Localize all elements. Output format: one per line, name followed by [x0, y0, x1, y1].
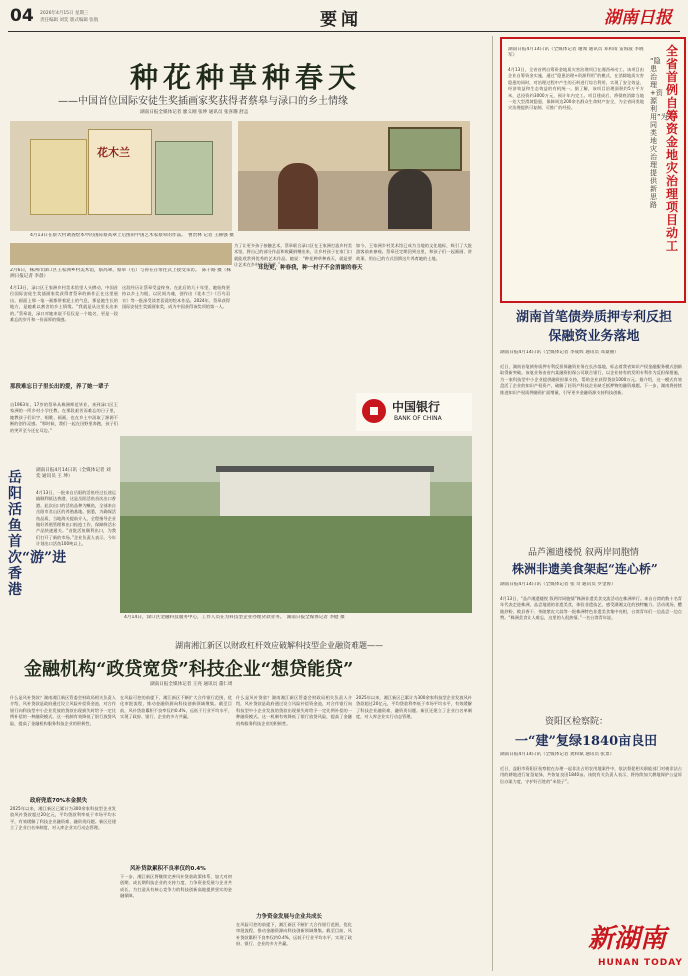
- book-center: [88, 129, 152, 215]
- article1-sub1: 那段难忘日子里长出的爱，养了她一辈子: [10, 384, 110, 390]
- article1-col1: 4月13日，渌口区王家洲乡村美术馆里人头攒动，中国首位国际安徒生奖插画家奖获得者蔡皋的新作正在这里展出。画面上那一笔一画都带着泥土的气息，那是她生长的地方，是她难以割舍的乡土情缘。“我就是从这里长出来的。”蔡皋说，渌口对她来说不仅仅是一个地名，更是一段难忘的岁月和一份深厚的情感。: [10, 285, 118, 323]
- fields: [120, 516, 472, 613]
- article2-col1: 什么是风补贷款？湖南湘江新区管委会财政局相关负责人介绍，风补贷款是政府通过设立风险补偿资金池，对合作银行向科技型中小企业发放的贷款出现损失时给予一定比例补偿的一种融资模式。这一机制有效降低了银行放贷风险，提高了金融机构服务科技企业的积极性。: [10, 695, 116, 726]
- boc-logo-icon: [362, 399, 386, 423]
- person-right: [388, 169, 432, 229]
- page-number: 04: [10, 6, 34, 26]
- article1-byline: 湖南日报全媒体记者 廖义刚 张坤 通讯员 张喜珊 舒孟: [140, 110, 249, 115]
- story2-body: 近日，湖南首笔债券质押专利反担保融资业务在长沙落地，标志着我省知识产权金融服务模式创新取得新突破。该笔业务由省内某融资担保公司联合银行，以企业持有的发明专利作为反担保措施，为一家科技型中小企业提供融资担保支持，帮助企业获得贷款1000万元。据介绍，这一模式有效盘活了企业的知识产权资产，破解了轻资产科技企业缺乏抵押物的融资难题。下一步，湖南将持续推进知识产权质押融资扩面增量，引导更多金融资源支持科技创新。: [500, 364, 682, 395]
- boc-name-cn: 中国银行: [392, 400, 441, 414]
- book-title: 花木兰: [97, 146, 130, 159]
- article2-kicker: 湖南湘江新区以财政杠杆效应破解科技型企业融资难题——: [175, 641, 383, 650]
- article2-col1b: 2025年以来，湘江新区已累计为300余家科技型企业发放风补贷款超过20亿元，平均贷款利率低于市场平均水平，有效缓解了科技企业融资难、融资贵问题。新区还建立了企业白名单制度，对入库企业实行动态管理。: [10, 806, 116, 831]
- lead-box-body: 4月13日，全省首例自筹资金地质灾害治理项目在湘西州动工。该项目由企业自筹资金实施，通过“隐患治理+资源利用”的模式，在消除地质灾害隐患的同时，对治理过程中产生的石料进行综合利用，实现了安全效益、经济效益和生态效益的有机统一。据了解，该项目治理面积约5万平方米，总投资约3000万元，预计年内完工。项目建成后，将彻底消除当地一处大型滑坡隐患，保障周边200余名群众生命财产安全，为全省同类地灾治理提供可复制、可推广的经验。: [508, 67, 644, 111]
- side-story-byline: 湖南日报4月14日讯（全媒体记者 刘 奕 通讯员 王 坤）: [36, 468, 111, 480]
- newspaper-logo: 湖南日报: [604, 8, 672, 28]
- lead-box-title: 全省首例自筹资金地灾治理项目动工: [666, 44, 679, 253]
- photo-picture-books: [10, 121, 232, 231]
- article1-sub3: 耳边更，种春我，种一村子不会消谢的春天: [258, 265, 363, 271]
- mid-caption: 2月6日，株洲市渌口区王家洲乡村美术馆，蔡高翠，蔡皋（右）与孙在在带往式上接受采访。 陈千路 摄（株洲日报记者 李晨）: [10, 268, 231, 280]
- story4-kicker: 资阳区检察院：: [545, 717, 609, 727]
- story3-byline: 湖南日报4月14日讯（全媒体记者 张 奇 通讯员 罗金蓉）: [500, 582, 616, 587]
- article2-sub3: 力争资金发展与企业共成长: [256, 914, 323, 920]
- header-divider: [8, 31, 680, 32]
- side-story-title: 岳阳活鱼首次“游”进香港: [8, 470, 67, 598]
- article2-col3: 什么是风补贷款？湖南湘江新区管委会财政局相关负责人介绍，风补贷款是政府通过设立风险补偿资金池，对合作银行向科技型中小企业发放的贷款出现损失时给予一定比例补偿的一种融资模式。这一机制有效降低了银行放贷风险，提高了金融机构服务科技企业的积极性。: [236, 695, 352, 726]
- lead-box-byline: 湖南日报4月14日讯（全媒体记者 谢闻 通讯员 邓和雨 雷海波 李晓军）: [508, 47, 644, 59]
- story4-byline: 湖南日报4月14日讯（全媒体记者 龚和斌 通讯员 张景）: [500, 752, 615, 757]
- boc-name-en: BANK OF CHINA: [394, 415, 442, 422]
- side-story-body: 4月13日，一批来自岳阳的活鱼经过长途运输顺利抵达香港，这是岳阳活鱼首次出口香港。此次出口的活鱼品种为鳜鱼，全部来自岳阳市君山区的养殖基地。据悉，为确保活鱼品质，当地海关提前介入，全程指导企业做好养殖管理和出口检疫工作，保障鲜活水产品快速通关。“首批活鱼顺利出口，为我们打开了新的市场。”企业负责人表示，今年计划出口活鱼100吨以上。: [36, 490, 116, 547]
- article2-title: 金融机构“政贷宽贷”科技企业“想贷能贷”: [24, 659, 354, 680]
- article2-byline: 湖南日报全媒体记者 王亮 通讯员 董仁周: [150, 682, 233, 687]
- article1-col1b: 自1963年，17岁的蔡皋从株洲师范毕业，来到渌口区王家洲的一所乡村小学任教。在那段艰苦而难忘的日子里，她教孩子们识字、唱歌、画画，也在乡土中汲取了源源不断的创作灵感。“那时候，我们一起在田野里奔跑，孩子们的笑声至今还在耳边。”: [10, 402, 118, 433]
- article1-col4: 如今，王家洲乡村美术馆已成为当地的文化地标，吸引了大批游客前来参观。蔡皋还定期回到这里，和孩子们一起画画、讲故事，用自己的方式回馈这片养育她的土地。: [356, 243, 472, 261]
- boc-ad: [356, 393, 472, 431]
- article1-col2: 这段经历让蔡皋受益终身。在此后的几十年里，她始终坚持以乡土为根，以民间为魂，创作出《花木兰》《百鸟羽衣》等一批深受读者喜爱的绘本作品。2024年，蔡皋获得国际安徒生奖插画家奖，成为中国获得该奖项的第一人。: [122, 285, 230, 310]
- photo-caption-top: 4月13日在蔡大村调查绘本中的国际蔡高翠上后图的中国艺术家蔡皋的作品。 曹贵林 记者 王赫强 摄: [30, 233, 234, 238]
- painting-frame: [388, 127, 462, 171]
- editor-line: 责任编辑 刘奕 版式编辑 张航: [40, 18, 99, 23]
- article2-col4: 2025年以来，湘江新区已累计为300余家科技型企业发放风补贷款超过20亿元，平均贷款利率低于市场平均水平，有效缓解了科技企业融资难、融资贵问题。新区还建立了企业白名单制度，对入库企业实行动态管理。: [356, 695, 472, 720]
- story3-kicker: 品芦湘遗楼悦 叙两岸同胞情: [528, 548, 639, 558]
- article1-col3: 为了让更多孩子接触艺术，蔡皋联合渌口区在王家洲打造乡村美术馆，将自己的部分作品和收藏捐赠出来，让乡村孩子在家门口就能欣赏到优秀的艺术作品。她说：“种花种草种春天，就是要让艺术在乡村生根发芽。”: [234, 243, 352, 268]
- footer-logo-en: HUNAN TODAY: [598, 958, 683, 968]
- village-caption: 4月14日，渌口区金融科技服务中心，工作人员在为科技型企业办理贷款业务。 湖南日报全媒体记者 李健 摄: [124, 615, 345, 620]
- article2-sub2: 风补贷款累积不良率仅约0.4%: [130, 866, 206, 872]
- roof: [216, 466, 434, 472]
- article2-sub1: 政府兜底70%本金损失: [30, 798, 88, 804]
- date-line: 2026年4月15日 星期三: [40, 11, 89, 16]
- section-title: 要闻: [320, 10, 362, 30]
- col-divider-right: [492, 36, 493, 971]
- story4-title: 一“建”复绿1840亩良田: [515, 734, 658, 749]
- book-right: [155, 141, 213, 215]
- article1-subtitle: ——中国首位国际安徒生奖插画家奖获得者蔡皋与渌口的乡土情缘: [58, 96, 348, 107]
- story4-body: 近日，益阳市资阳区检察院在办理一起非法占用农用地案件中，依法督促相关职能部门对被非法占用的耕地进行复垦复绿，共恢复良田1840亩。该院有关负责人表示，将持续加大耕地保护公益诉讼办案力度，守护好百姓的“米袋子”。: [500, 766, 682, 784]
- lead-box-subtitle: “隐患治理+资源利用”为同类地灾治理提供新思路: [650, 57, 668, 209]
- article1-title: 种花种草种春天: [130, 61, 362, 94]
- story2-title: 湖南首笔债券质押专利反担保融资业务落地: [515, 310, 672, 344]
- article2-col2b: 下一步，湘江新区将继续完善风补贷款政策体系，加大对初创期、成长期科技企业的支持力度，力争资金发展与企业共成长，为打造具有核心竞争力的科技创新高地提供坚实的金融保障。: [120, 874, 232, 899]
- photo-artist: [238, 121, 470, 231]
- photo-village: [120, 436, 472, 613]
- story3-body: 4月13日，“品芦湘遗楼悦 叙两岸同胞情”株洲非遗美食交流活动在株洲举行。来自台湾的数十名青年代表走进株洲，品尝地道的非遗美食，体验非遗技艺，感受湖湘文化的独特魅力。活动现场，醴陵炒粉、攸县香干、茶陵紫皮大蒜等一批株洲特色非遗美食集中亮相，台湾青年们一边品尝一边点赞。“株洲美食让人难忘，这里的人很热情。”一名台湾青年说。: [500, 596, 682, 621]
- article2-col3b: 在风险可控的前提下，湘江新区不断扩大合作银行范围，优化审批流程，推动金融资源向科技创新领域聚集。截至目前，风补贷款累积不良率仅约0.4%，远低于行业平均水平，实现了政府、银行、企业的多方共赢。: [236, 922, 352, 947]
- buildings: [220, 470, 430, 516]
- book-left: [30, 139, 87, 215]
- page-header: [0, 0, 688, 34]
- person-left: [278, 163, 318, 229]
- footer-logo-cn: 新湖南: [588, 924, 667, 954]
- story3-title: 株洲非遗美食架起“连心桥”: [512, 562, 658, 576]
- story2-byline: 湖南日报4月14日讯（全媒体记者 李成辉 通讯员 邓桑丽）: [500, 350, 619, 355]
- photo-gallery: [10, 243, 232, 265]
- article2-col2: 在风险可控的前提下，湘江新区不断扩大合作银行范围，优化审批流程，推动金融资源向科技创新领域聚集。截至目前，风补贷款累积不良率仅约0.4%，远低于行业平均水平，实现了政府、银行、企业的多方共赢。: [120, 695, 232, 720]
- lead-box: [500, 37, 686, 303]
